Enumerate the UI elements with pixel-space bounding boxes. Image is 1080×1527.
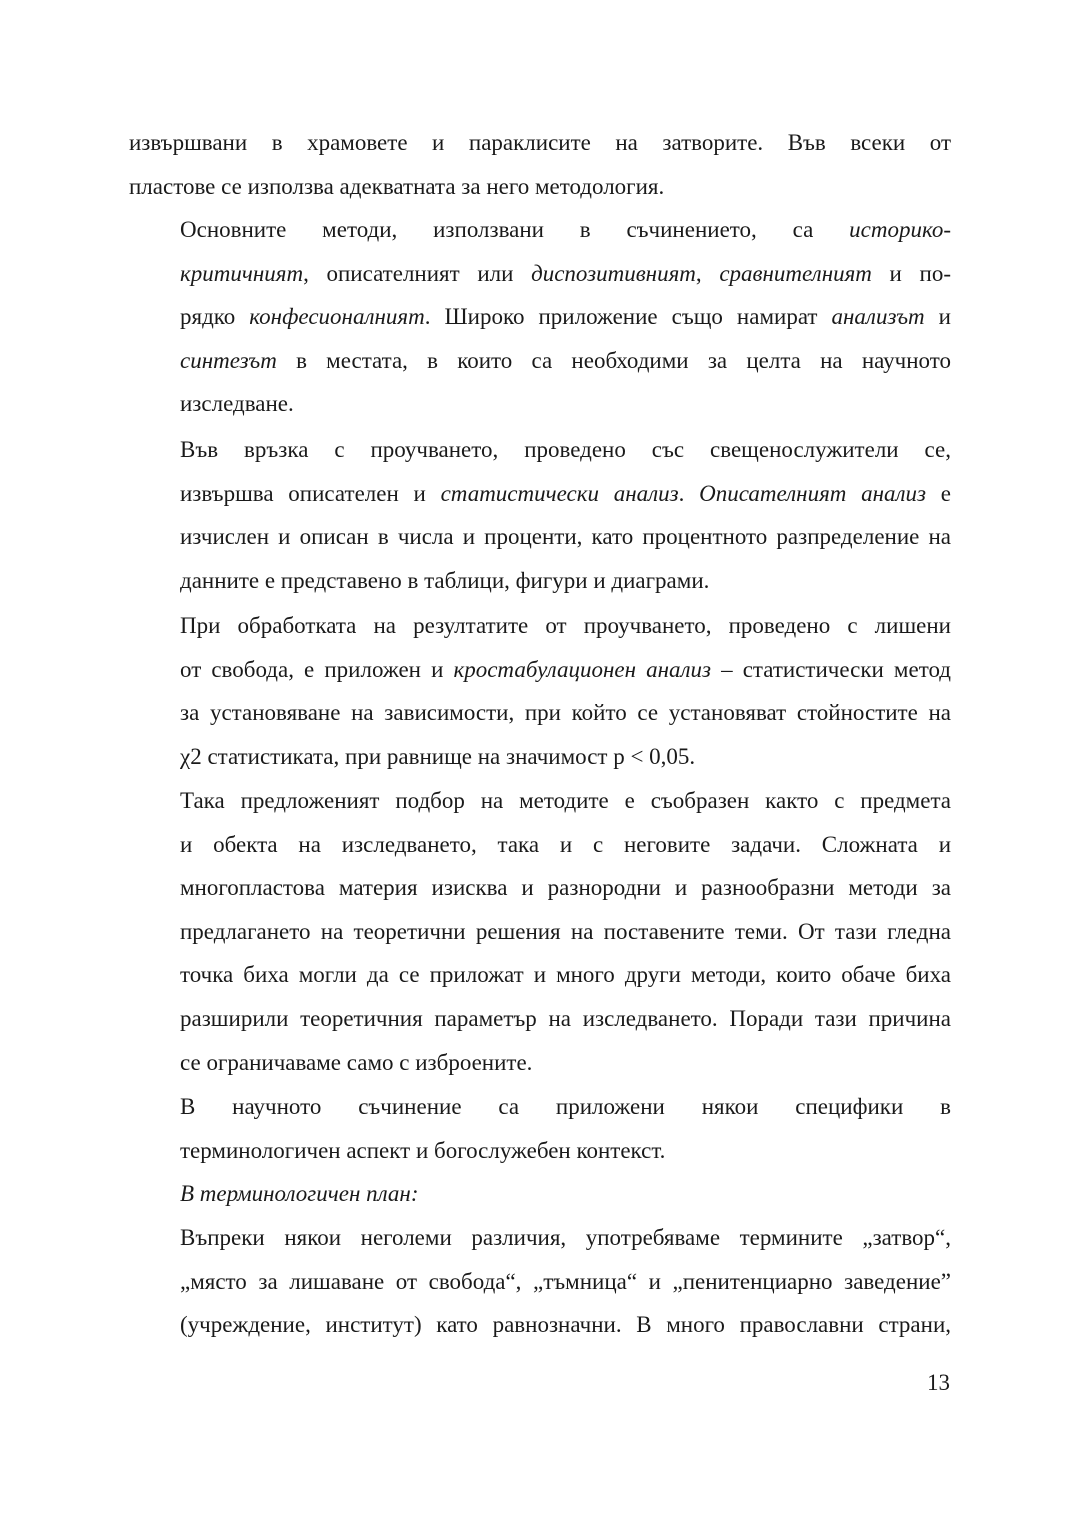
paragraph-7-subheading xyxy=(129,1172,951,1216)
text-line: от свобода, е приложен и кростабулационен анализ – статистически метод xyxy=(180,656,951,682)
text-line: Така предложеният подбор на методите е съобразен както с предмета xyxy=(180,788,951,813)
text-line: пластове се използва адекватната за него методология. xyxy=(129,173,665,199)
text-line: терминологичен аспект и богослужебен контекст. xyxy=(180,1137,666,1163)
text-line: за установяване на зависимости, при който се установяват стойностите на xyxy=(180,700,951,726)
paragraph-6 xyxy=(129,1085,951,1172)
paragraph-4 xyxy=(129,604,951,778)
text-line: (учреждение, институт) като равнозначни. В много православни страни, xyxy=(180,1312,951,1338)
text-line: предлагането на теоретични решения на поставените теми. От тази гледна xyxy=(180,918,951,944)
text-line: В научното съчинение са приложени някои специфики в xyxy=(180,1094,951,1119)
page-number: 13 xyxy=(927,1370,950,1395)
text-line: „място за лишаване от свобода“, „тъмница“ и „пенитенциарно заведение” xyxy=(180,1268,951,1294)
text-line: многопластова материя изисква и разнородни и разнообразни методи за xyxy=(180,875,951,901)
italic-term: синтезът xyxy=(180,347,277,373)
text-line: се ограничаваме само с изброените. xyxy=(180,1049,533,1075)
italic-term: историко- xyxy=(849,217,951,242)
text-line: χ2 статистиката, при равнище на значимост p < 0,05. xyxy=(180,743,696,769)
paragraph-3 xyxy=(129,428,951,602)
text-line: извършвани в храмовете и параклисите на затворите. Във всеки от xyxy=(129,130,951,155)
text-line: точка биха могли да се приложат и много други методи, които обаче биха xyxy=(180,962,951,988)
italic-term: диспозитивният xyxy=(531,260,696,286)
text-line: Въпреки някои неголеми различия, употребяваме термините „затвор“, xyxy=(180,1225,951,1250)
text-line: При обработката на резултатите от проучването, проведено с лишени xyxy=(180,613,951,638)
italic-term: анализът xyxy=(831,304,925,330)
paragraph-5 xyxy=(129,779,951,1084)
italic-term: кростабулационен анализ xyxy=(453,656,712,682)
text-line: синтезът в местата, в които са необходими за целта на научното xyxy=(180,347,951,373)
italic-term: статистически анализ xyxy=(440,480,679,506)
text-line: и обекта на изследването, така и с неговите задачи. Сложната и xyxy=(180,831,951,857)
text-line: изследване. xyxy=(180,391,294,417)
italic-term: сравнителният xyxy=(719,260,872,286)
italic-term: конфесионалният xyxy=(249,304,425,330)
paragraph-2 xyxy=(129,208,951,426)
text-line: данните е представено в таблици, фигури и диаграми. xyxy=(180,567,710,593)
text-line: Във връзка с проучването, проведено със свещенослужители се, xyxy=(180,437,951,462)
text-line: извършва описателен и статистически анализ. Описателният анализ е xyxy=(180,480,951,506)
text-line: изчислен и описан в числа и проценти, като процентното разпределение на xyxy=(180,524,951,550)
text-line: рядко конфесионалният. Широко приложение също намират анализът и xyxy=(180,304,951,330)
italic-term: критичният xyxy=(180,260,304,286)
paragraph-8 xyxy=(129,1216,951,1347)
subheading: В терминологичен план: xyxy=(180,1181,419,1206)
paragraph-1 xyxy=(129,121,951,208)
text-line: разширили теоретичния параметър на изследването. Поради тази причина xyxy=(180,1005,951,1031)
italic-term: Описателният анализ xyxy=(699,480,927,506)
text-line: критичният, описателният или диспозитивният, сравнителният и по- xyxy=(180,260,951,286)
text-line: Основните методи, използвани в съчинението, са историко- xyxy=(180,217,951,242)
